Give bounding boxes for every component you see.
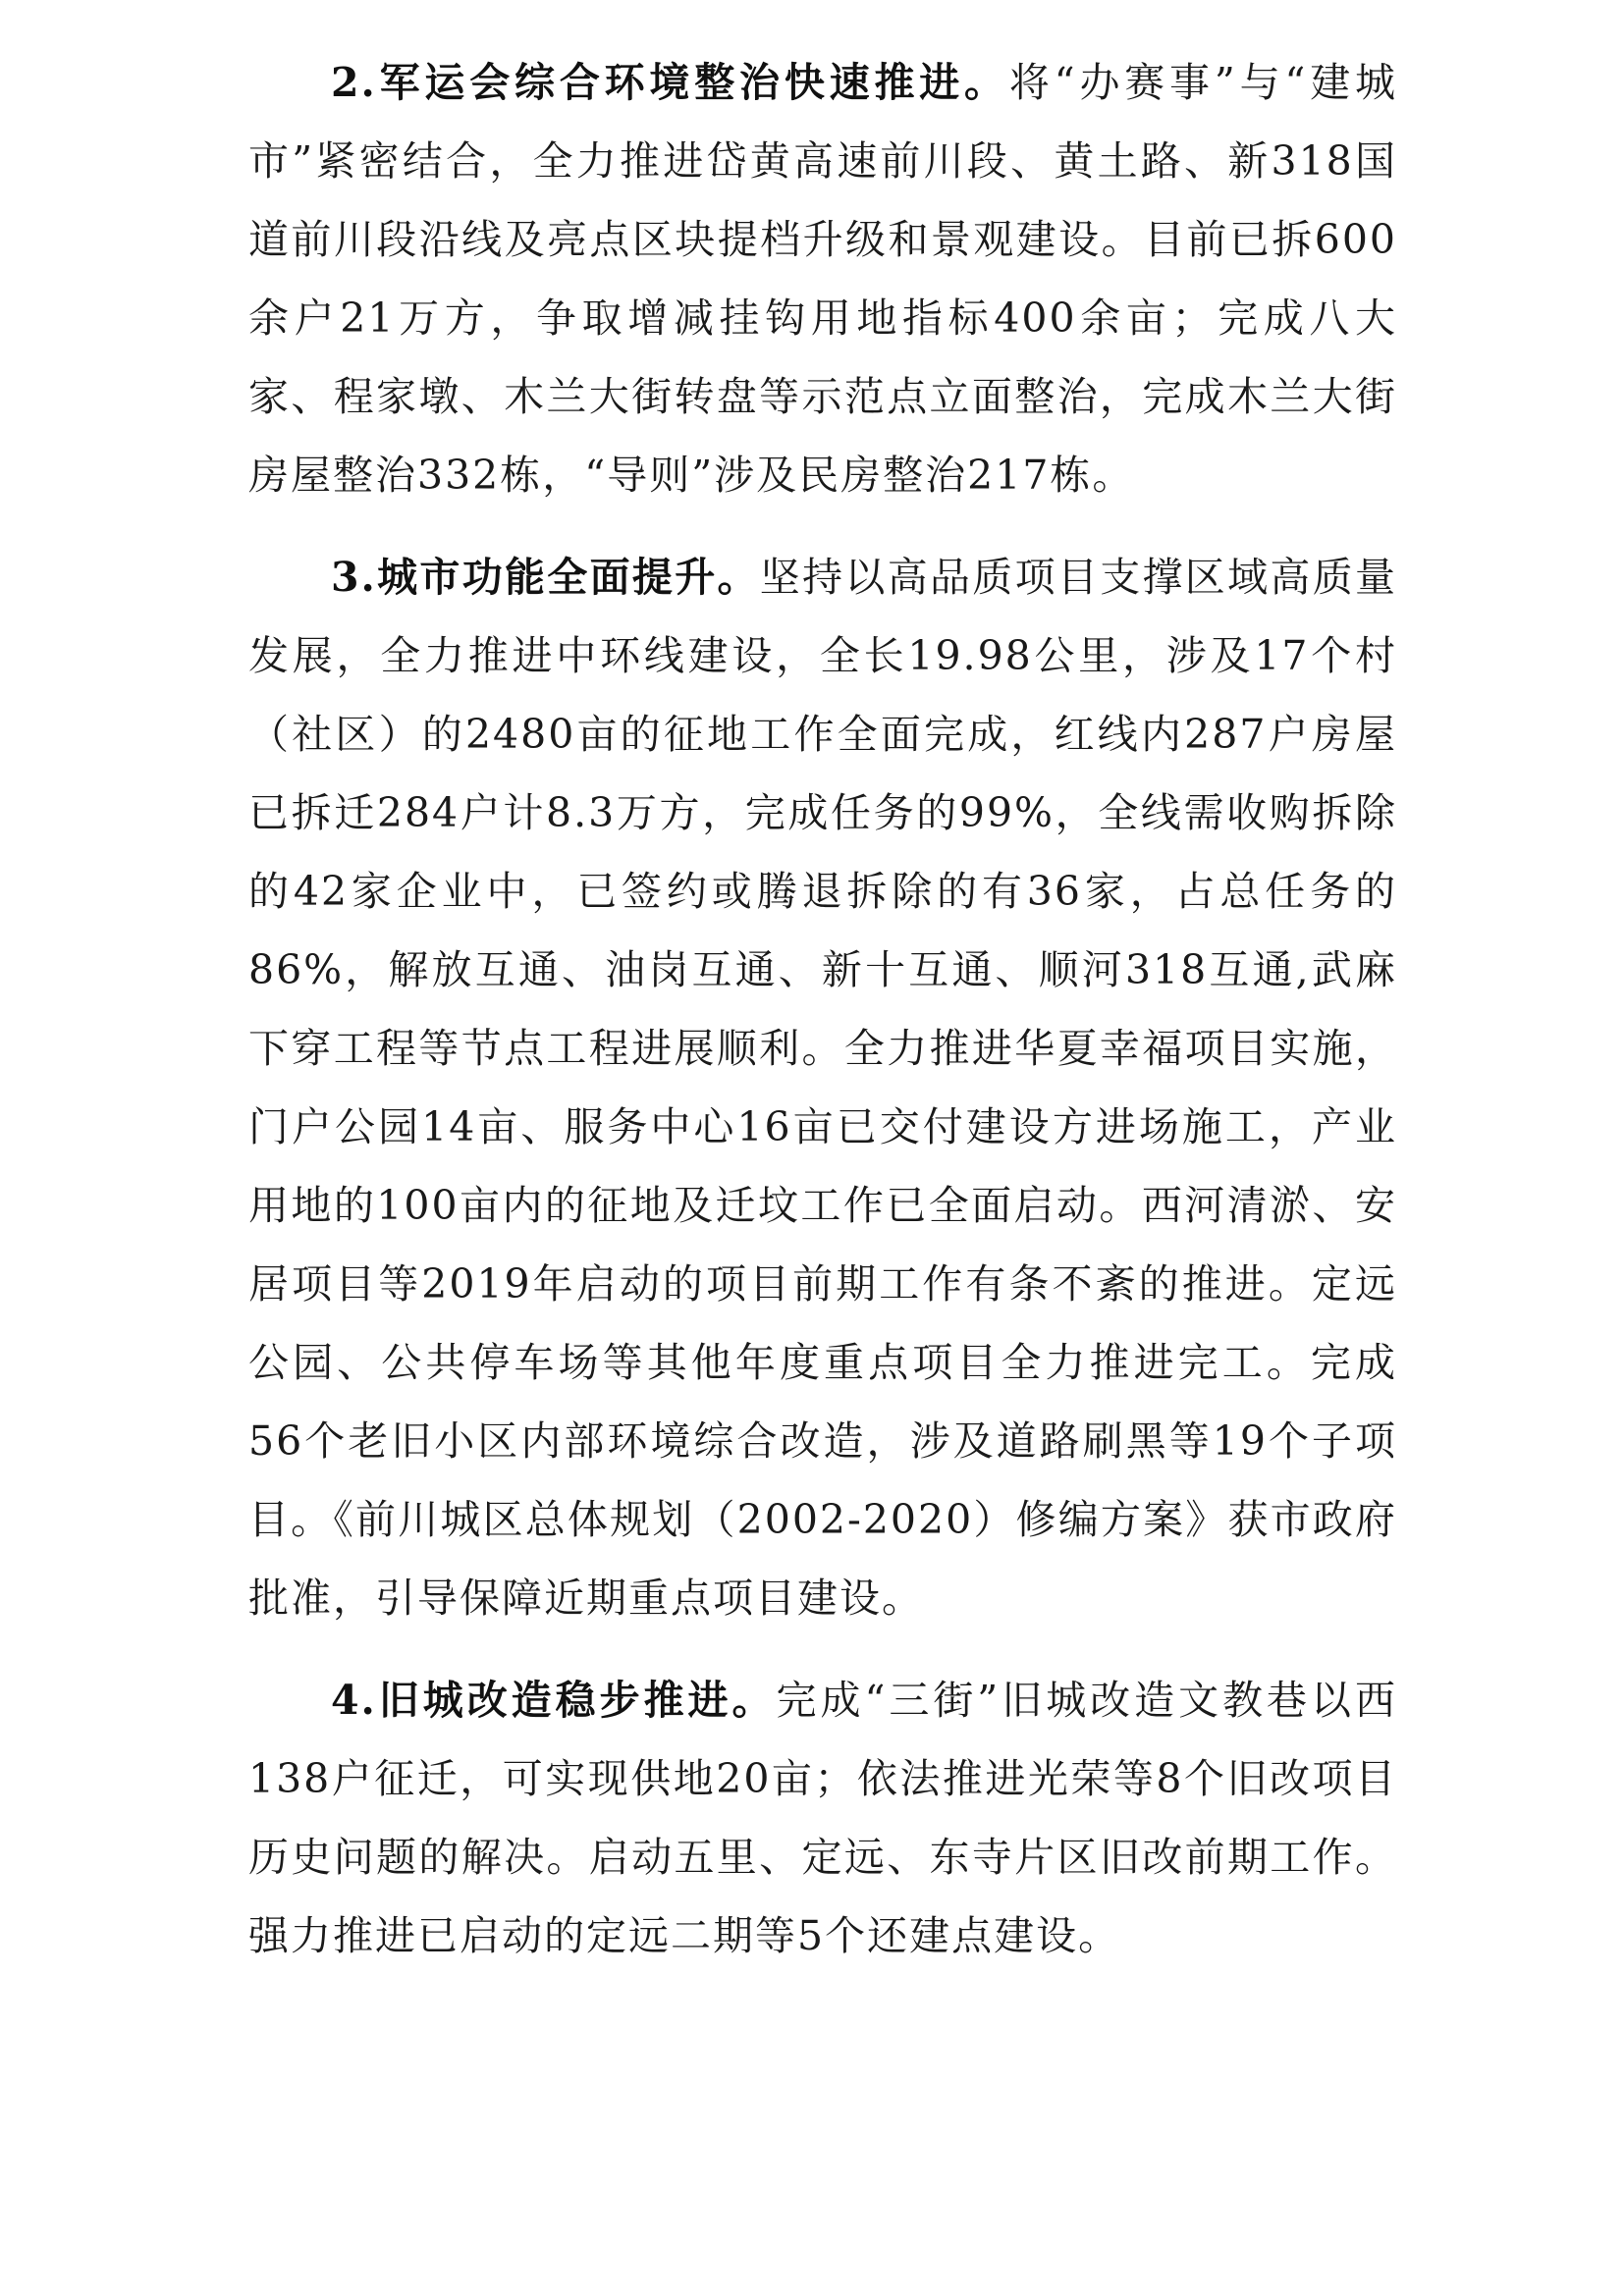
paragraph-old-town-renovation xyxy=(248,1661,1397,1975)
paragraph-heading: 2.军运会综合环境整治快速推进。 xyxy=(331,59,1009,106)
paragraph-text: 坚持以高品质项目支撑区域高质量发展，全力推进中环线建设，全长19.98公里，涉及17个村（社区）的2480亩的征地工作全面完成，红线内287户房屋已拆迁284户计8.3万方，完成任务的99%，全线需收购拆除的42家企业中，已签约或腾退拆除的有36家，占总任务的86%，解放互通、油岗互通、新十互通、顺河318互通,武麻下穿工程等节点工程进展顺利。全力推进华夏幸福项目实施，门户公园14亩、服务中心16亩已交付建设方进场施工，产业用地的100亩内的征地及迁坟工作已全面启动。西河清淤、安居项目等2019年启动的项目前期工作有条不紊的推进。定远公园、公共停车场等其他年度重点项目全力推进完工。完成56个老旧小区内部环境综合改造，涉及道路刷黑等19个子项目。《前川城区总体规划（2002-2020）修编方案》获市政府批准，引导保障近期重点项目建设。 xyxy=(248,554,1397,1622)
paragraph-text: 完成“三街”旧城改造文教巷以西138户征迁，可实现供地20亩；依法推进光荣等8个旧改项目历史问题的解决。启动五里、定远、东寺片区旧改前期工作。强力推进已启动的定远二期等5个还建点建设。 xyxy=(248,1677,1397,1959)
document-body xyxy=(248,43,1397,1975)
paragraph-military-games-environment xyxy=(248,43,1397,514)
paragraph-heading: 3.城市功能全面提升。 xyxy=(331,554,760,601)
paragraph-text: 将“办赛事”与“建城市”紧密结合，全力推进岱黄高速前川段、黄土路、新318国道前川段沿线及亮点区块提档升级和景观建设。目前已拆600余户21万方，争取增减挂钩用地指标400余亩；完成八大家、程家墩、木兰大街转盘等示范点立面整治，完成木兰大街房屋整治332栋，“导则”涉及民房整治217栋。 xyxy=(248,59,1397,499)
paragraph-city-function xyxy=(248,538,1397,1637)
paragraph-heading: 4.旧城改造稳步推进。 xyxy=(331,1677,777,1724)
